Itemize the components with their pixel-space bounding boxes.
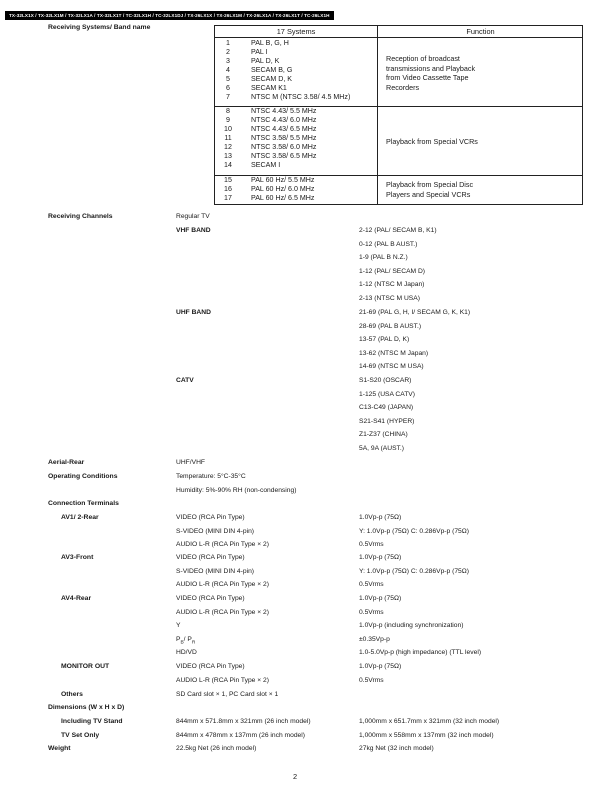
system-name: NTSC 3.58/ 5.5 MHz — [251, 134, 317, 142]
channel-range: 14-69 (NTSC M USA) — [359, 363, 424, 371]
aerial-value: UHF/VHF — [176, 459, 205, 466]
aerial-label: Aerial-Rear — [48, 459, 85, 466]
col-systems-header: 17 Systems — [276, 27, 316, 36]
terminal-name: AUDIO L-R (RCA Pin Type × 2) — [176, 581, 269, 589]
system-number: 2 — [226, 48, 230, 56]
system-number: 9 — [226, 116, 230, 124]
channel-range: S1-S20 (OSCAR) — [359, 377, 412, 384]
tv-set-only-label: TV Set Only — [61, 732, 100, 739]
system-number: 10 — [224, 125, 232, 133]
stand-26: 844mm x 571.8mm x 321mm (26 inch model) — [176, 718, 311, 725]
channel-range: 1-12 (NTSC M Japan) — [359, 281, 425, 289]
system-name: PAL D, K — [251, 57, 280, 65]
system-name: SECAM D, K — [251, 75, 292, 83]
vhf-band-label: VHF BAND — [176, 227, 211, 234]
system-number: 11 — [224, 134, 232, 142]
receiving-systems-label: Receiving Systems/ Band name — [48, 24, 151, 31]
system-number: 4 — [226, 66, 230, 74]
channel-range: 1-9 (PAL B N.Z.) — [359, 254, 408, 262]
catv-label: CATV — [176, 377, 194, 384]
terminal-value: 1.0Vp-p (75Ω) — [359, 595, 402, 602]
system-number: 6 — [226, 84, 230, 92]
channel-range: 28-69 (PAL B AUST.) — [359, 322, 422, 330]
weight-26: 22.5kg Net (26 inch model) — [176, 745, 257, 752]
system-name: PAL 60 Hz/ 6.0 MHz — [251, 185, 315, 193]
channel-range: 5A, 9A (AUST.) — [359, 445, 404, 452]
stand-32: 1,000mm x 651.7mm x 321mm (32 inch model) — [359, 718, 500, 725]
terminal-name: Y — [176, 622, 181, 630]
document-header: TX-32LX1X / TX-32LX1M / TX-32LX1A / TX-32LX1T / TC-32LX1H / TC-32LX1DJ / TX-26LX1X / TX-26LX1M / TX-26LX1A / TX-26LX1T / TC-26LX1H — [5, 11, 334, 20]
channel-range: 2-12 (PAL/ SECAM B, K1) — [359, 227, 437, 234]
temperature-value: Temperature: 5°C-35°C — [176, 473, 246, 480]
terminal-value: 0.5Vrms — [359, 581, 384, 589]
others-label: Others — [61, 691, 83, 698]
system-name: NTSC 3.58/ 6.0 MHz — [251, 143, 317, 151]
terminal-value: 0.5Vrms — [359, 676, 384, 684]
terminal-name: $P_B/$ $P_R$ — [176, 635, 196, 646]
system-name: PAL 60 Hz/ 5.5 MHz — [251, 176, 315, 184]
channel-range: 1-12 (PAL/ SECAM D) — [359, 267, 426, 275]
terminal-name: VIDEO (RCA Pin Type) — [176, 595, 245, 602]
page-number: 2 — [293, 772, 298, 781]
system-name: SECAM K1 — [251, 84, 287, 92]
system-name: NTSC M (NTSC 3.58/ 4.5 MHz) — [251, 93, 351, 101]
channel-range: 21-69 (PAL G, H, I/ SECAM G, K, K1) — [359, 309, 471, 316]
terminal-name: S-VIDEO (MINI DIN 4-pin) — [176, 567, 255, 575]
system-number: 12 — [224, 143, 232, 151]
system-number: 17 — [224, 194, 232, 202]
av1-label: AV1/ 2-Rear — [61, 514, 99, 521]
function-broadcast: Reception of broadcast transmissions and Playback from Video Cassette Tape Recorders — [386, 54, 476, 92]
system-name: NTSC 4.43/ 6.5 MHz — [251, 125, 317, 133]
terminal-name: AUDIO L-R (RCA Pin Type × 2) — [176, 541, 269, 549]
set-26: 844mm x 478mm x 137mm (26 inch model) — [176, 732, 305, 739]
connection-terminals-label: Connection Terminals — [48, 500, 119, 507]
system-number: 8 — [226, 107, 230, 115]
receiving-channels-label: Receiving Channels — [48, 213, 113, 220]
terminal-value: Y: 1.0Vp-p (75Ω) C: 0.286Vp-p (75Ω) — [359, 567, 469, 575]
channel-range: 13-57 (PAL D, K) — [359, 336, 410, 344]
terminal-value: 1.0Vp-p (75Ω) — [359, 663, 402, 670]
terminal-value: 0.5Vrms — [359, 608, 384, 616]
system-name: NTSC 4.43/ 5.5 MHz — [251, 107, 317, 115]
channel-range: 0-12 (PAL B AUST.) — [359, 240, 418, 248]
terminal-value: 1.0Vp-p (75Ω) — [359, 554, 402, 561]
function-special-vcr: Playback from Special VCRs — [386, 137, 478, 146]
set-32: 1,000mm x 558mm x 137mm (32 inch model) — [359, 732, 494, 739]
system-number: 13 — [224, 152, 232, 160]
system-number: 16 — [224, 185, 232, 193]
col-function-header: Function — [466, 27, 495, 36]
system-name: SECAM B, G — [251, 66, 293, 74]
terminal-name: S-VIDEO (MINI DIN 4-pin) — [176, 527, 255, 535]
channel-range: C13-C49 (JAPAN) — [359, 404, 414, 412]
receiving-systems-table — [214, 25, 583, 205]
terminal-name: VIDEO (RCA Pin Type) — [176, 663, 245, 670]
weight-label: Weight — [48, 745, 71, 752]
operating-conditions-label: Operating Conditions — [48, 473, 118, 480]
system-name: NTSC 3.58/ 6.5 MHz — [251, 152, 317, 160]
weight-32: 27kg Net (32 inch model) — [359, 745, 434, 752]
terminal-name: VIDEO (RCA Pin Type) — [176, 514, 245, 521]
dimensions-label: Dimensions (W x H x D) — [48, 704, 125, 711]
channel-range: S21-S41 (HYPER) — [359, 417, 415, 425]
system-number: 1 — [226, 39, 230, 47]
terminal-value: 1.0-5.0Vp-p (high impedance) (TTL level) — [359, 649, 482, 657]
monitor-out-label: MONITOR OUT — [61, 663, 110, 670]
av3-label: AV3-Front — [61, 554, 94, 561]
others-value: SD Card slot × 1, PC Card slot × 1 — [176, 691, 279, 698]
terminal-value: 1.0Vp-p (75Ω) — [359, 514, 402, 521]
channel-range: 13-62 (NTSC M Japan) — [359, 349, 429, 357]
system-name: NTSC 4.43/ 6.0 MHz — [251, 116, 317, 124]
channel-range: 2-13 (NTSC M USA) — [359, 295, 420, 302]
system-number: 7 — [226, 93, 230, 101]
av4-label: AV4-Rear — [61, 595, 92, 602]
including-stand-label: Including TV Stand — [61, 718, 123, 725]
terminal-name: VIDEO (RCA Pin Type) — [176, 554, 245, 561]
system-name: PAL 60 Hz/ 6.5 MHz — [251, 194, 315, 202]
system-number: 3 — [226, 57, 230, 65]
terminal-name: AUDIO L-R (RCA Pin Type × 2) — [176, 676, 269, 684]
channel-range: 1-125 (USA CATV) — [359, 390, 415, 398]
terminal-value: Y: 1.0Vp-p (75Ω) C: 0.286Vp-p (75Ω) — [359, 527, 469, 535]
system-number: 5 — [226, 75, 230, 83]
system-name: PAL B, G, H — [251, 39, 289, 47]
terminal-value: 0.5Vrms — [359, 541, 384, 549]
terminal-name: HD/VD — [176, 649, 197, 657]
channel-range: Z1-Z37 (CHINA) — [359, 431, 408, 439]
regular-tv: Regular TV — [176, 213, 210, 220]
humidity-value: Humidity: 5%-90% RH (non-condensing) — [176, 487, 297, 494]
system-name: SECAM I — [251, 161, 281, 169]
system-name: PAL I — [251, 48, 268, 56]
system-number: 14 — [224, 161, 232, 169]
system-number: 15 — [224, 176, 232, 184]
terminal-value: 1.0Vp-p (including synchronization) — [359, 622, 464, 630]
uhf-band-label: UHF BAND — [176, 309, 211, 316]
terminal-name: AUDIO L-R (RCA Pin Type × 2) — [176, 608, 269, 616]
function-special-disc: Playback from Special Disc Players and Special VCRs — [386, 180, 474, 199]
terminal-value: ±0.35Vp-p — [359, 635, 390, 643]
